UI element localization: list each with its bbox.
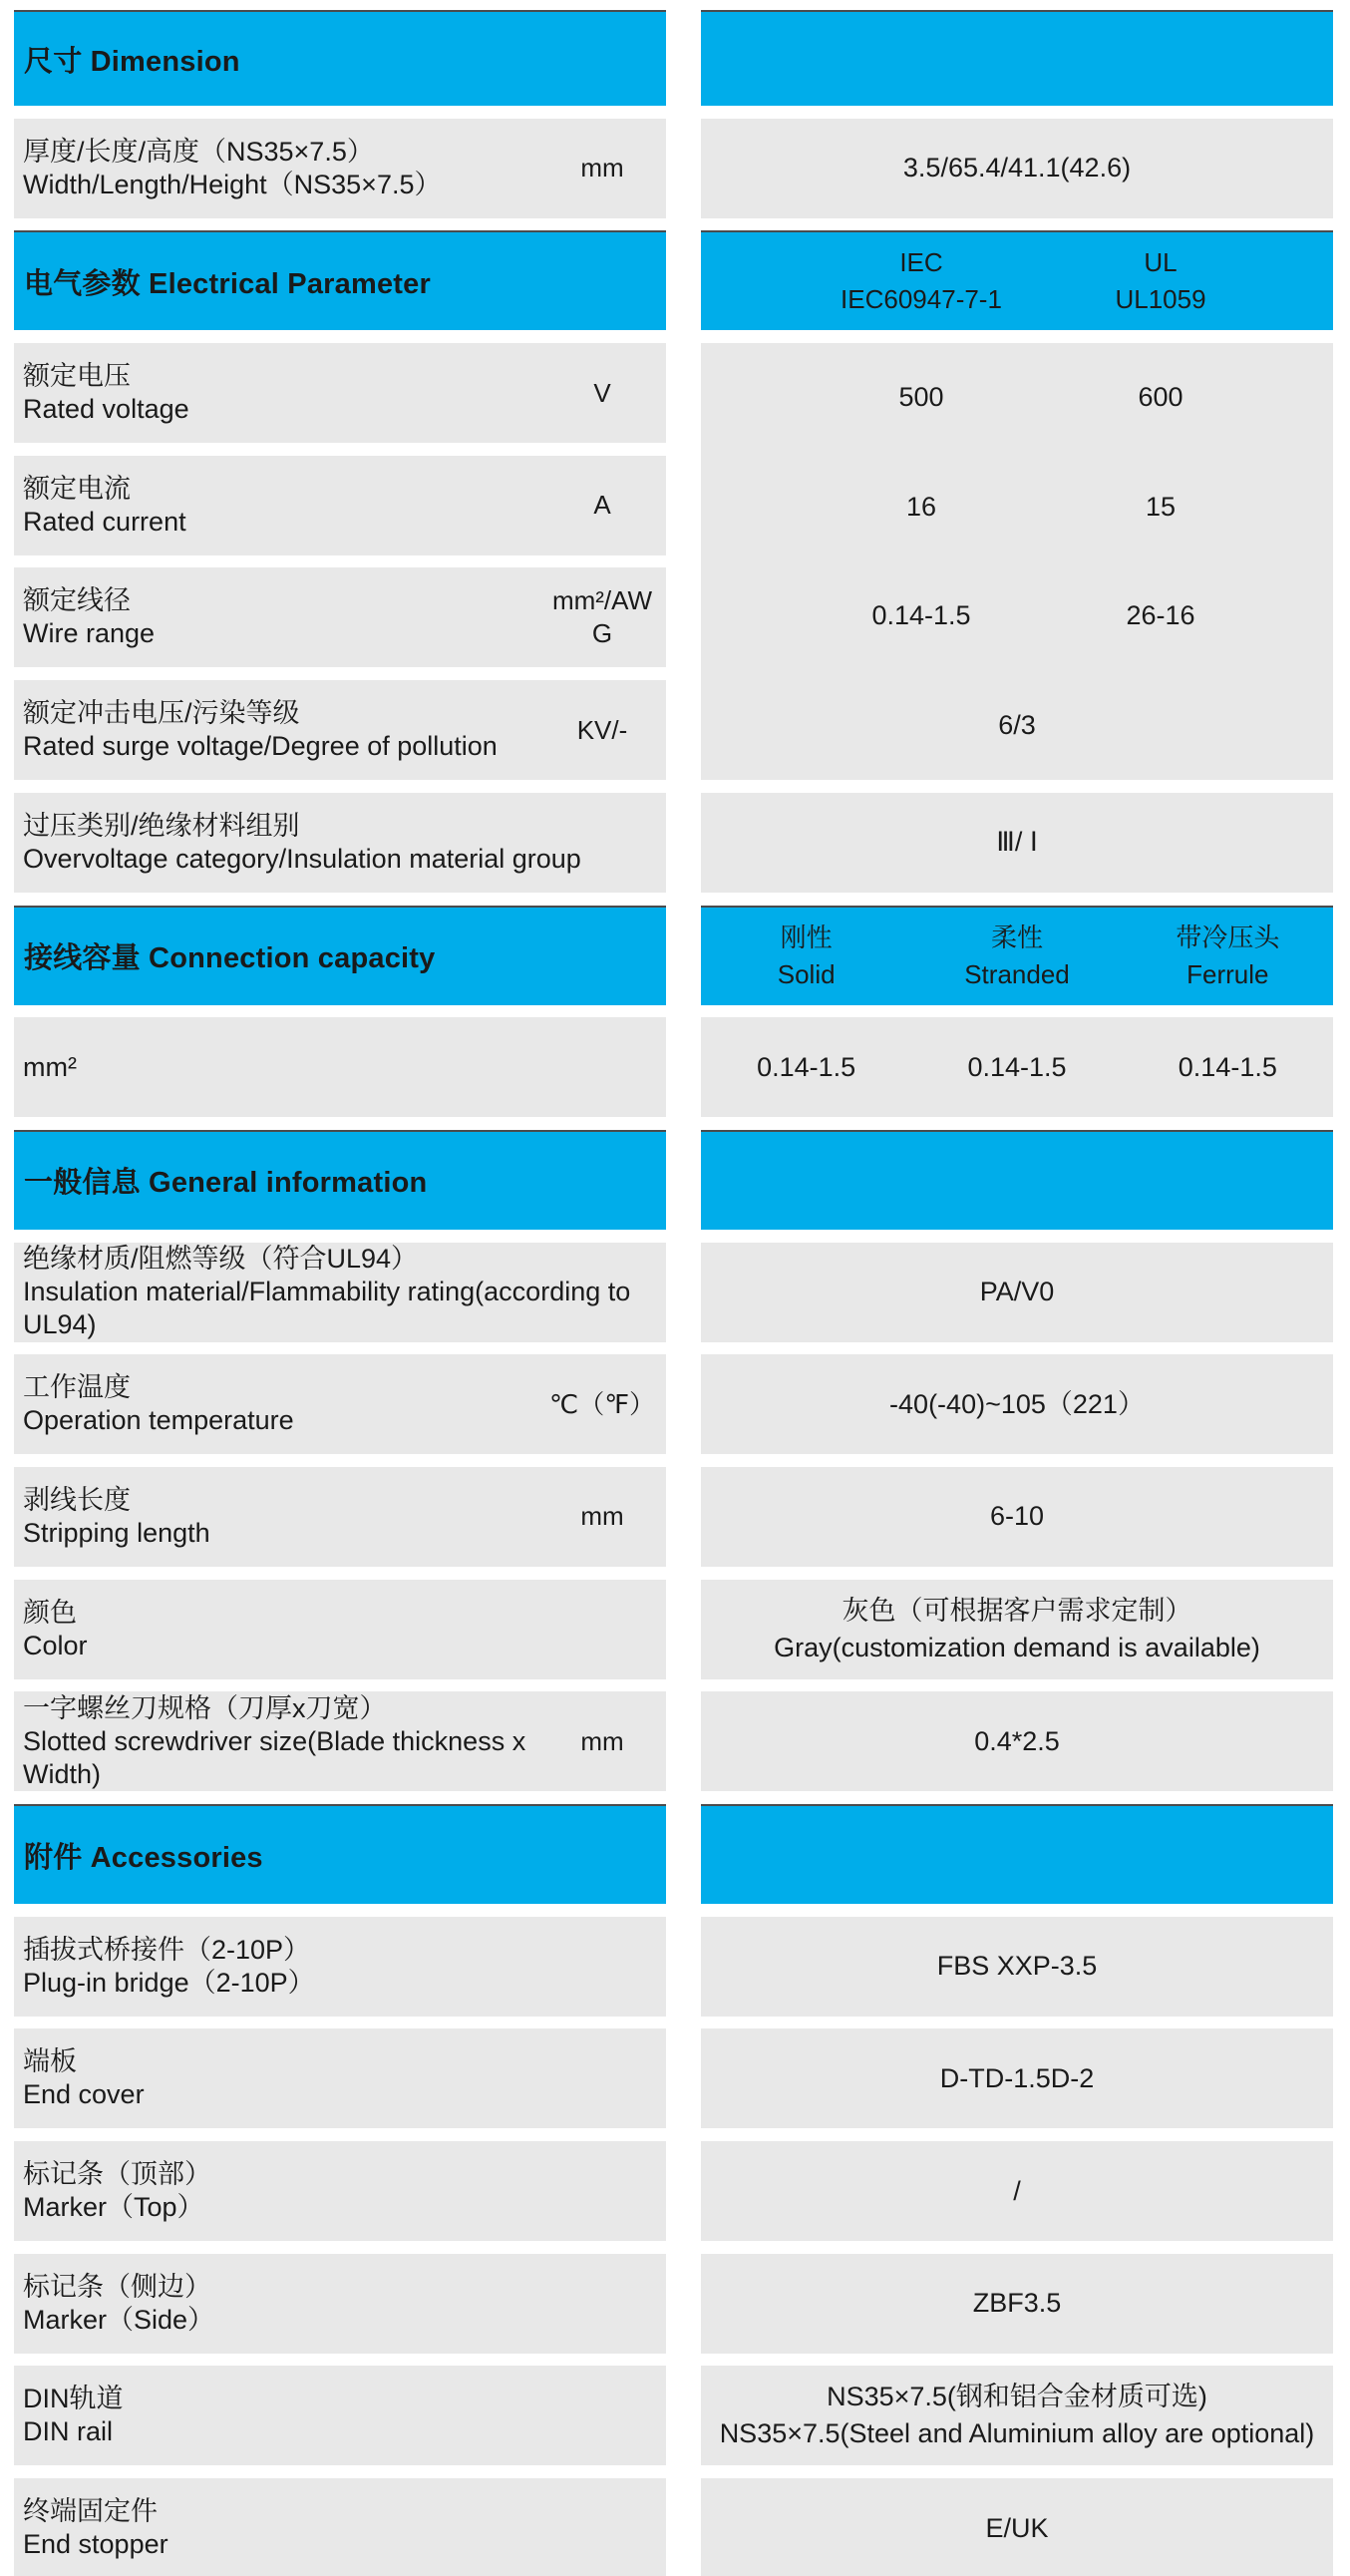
- param-cell: [14, 1917, 666, 2017]
- param-label-zh: 过压类别/绝缘材料组别: [23, 810, 300, 841]
- param-label: [23, 2158, 662, 2224]
- value-cell: [701, 1467, 1333, 1567]
- section-title: 附件 Accessories: [24, 1841, 263, 1874]
- section-header-connection: [14, 906, 666, 1005]
- param-label-zh: 端板: [23, 2046, 77, 2077]
- row-end-stopper: [14, 2478, 1333, 2576]
- section-connection-header-band: [14, 906, 1333, 1005]
- param-label-en: Plug-in bridge（2-10P）: [23, 1967, 315, 1998]
- row-din-rail: [14, 2366, 1333, 2465]
- column-head-ferrule-en: Ferrule: [1186, 958, 1269, 989]
- param-label-zh: 额定电流: [23, 473, 131, 504]
- param-label-en: Marker（Side）: [23, 2304, 215, 2335]
- unit-cell: mm: [580, 153, 624, 184]
- column-head-solid-en: Solid: [777, 958, 836, 989]
- param-cell: [14, 1243, 666, 1342]
- param-label-zh: 额定线径: [23, 585, 131, 616]
- value-ul: 15: [1145, 491, 1177, 522]
- values-rated-current: [701, 453, 1333, 562]
- row-marker-side: [14, 2254, 1333, 2354]
- row-overvoltage-group: [14, 793, 1333, 893]
- unit-cell: mm²/AWG: [551, 585, 653, 649]
- param-label-en: Slotted screwdriver size(Blade thickness x Width): [23, 1725, 526, 1789]
- param-label-en: End stopper: [23, 2529, 169, 2560]
- value-cell: [701, 1691, 1333, 1791]
- param-label: [23, 1051, 662, 1084]
- param-label-en: Width/Length/Height（NS35×7.5）: [23, 169, 442, 199]
- electrical-standard-columns: [701, 230, 1333, 330]
- unit-cell: V: [593, 377, 611, 408]
- value-text: PA/V0: [979, 1277, 1055, 1307]
- section-title: 电气参数 Electrical Parameter: [24, 267, 431, 300]
- value-text: 0.4*2.5: [974, 1725, 1060, 1756]
- row-plug-in-bridge: [14, 1917, 1333, 2017]
- value-ul: 26-16: [1126, 600, 1195, 631]
- value-text: ZBF3.5: [972, 2288, 1062, 2319]
- section-general-header-band: [14, 1130, 1333, 1230]
- row-wire-range: [14, 567, 666, 667]
- param-label: [23, 473, 542, 539]
- row-rated-current: [14, 456, 666, 555]
- row-screwdriver-size: [14, 1691, 1333, 1791]
- section-header-dimension: [14, 10, 666, 106]
- param-label: [23, 1484, 542, 1550]
- column-head-ferrule-zh: 带冷压头: [1176, 921, 1280, 952]
- param-label-zh: 额定冲击电压/污染等级: [23, 698, 300, 729]
- column-head-ul-line1: UL: [1144, 247, 1178, 278]
- param-label: [23, 2495, 662, 2561]
- param-label: [23, 360, 542, 426]
- param-label: [23, 2045, 662, 2111]
- param-label: [23, 697, 542, 763]
- column-head-iec: [802, 232, 1041, 330]
- param-label-zh: 一字螺丝刀规格（刀厚x刀宽）: [23, 1692, 387, 1723]
- value-cell: [701, 2478, 1333, 2576]
- param-label-zh: 标记条（顶部）: [23, 2159, 211, 2190]
- section-header-accessories-right-block: [701, 1804, 1333, 1904]
- value-cell: [701, 1580, 1333, 1679]
- value-cell: [701, 1354, 1333, 1454]
- value-cell: [701, 2366, 1333, 2465]
- row-color: [14, 1580, 1333, 1679]
- electrical-values-block: [701, 343, 1333, 780]
- param-label-en: Marker（Top）: [23, 2192, 204, 2223]
- param-label: [23, 2383, 662, 2448]
- row-stripping-length: [14, 1467, 1333, 1567]
- value-cell: [701, 2141, 1333, 2241]
- column-head-solid-zh: 刚性: [780, 921, 833, 952]
- value-cell: [701, 1917, 1333, 2017]
- param-label: [23, 810, 662, 876]
- column-head-ferrule: [1123, 908, 1333, 1005]
- param-label-zh: 颜色: [23, 1597, 77, 1628]
- row-end-cover: [14, 2028, 1333, 2128]
- column-head-ul: [1041, 232, 1280, 330]
- param-cell: [14, 1017, 666, 1117]
- param-label-en: Overvoltage category/Insulation material group: [23, 843, 581, 874]
- param-label: [23, 1934, 662, 2000]
- param-label: [23, 1243, 662, 1341]
- param-label: [23, 1371, 542, 1437]
- value-text: /: [1013, 2175, 1021, 2206]
- param-label-en: Rated voltage: [23, 394, 189, 425]
- param-label-unit: mm²: [23, 1051, 77, 1082]
- value-text: FBS XXP-3.5: [936, 1951, 1098, 1982]
- connection-type-columns: [701, 906, 1333, 1005]
- section-header-dimension-right-block: [701, 10, 1333, 106]
- section-header-general-right-block: [701, 1130, 1333, 1230]
- row-capacity-mm2: [14, 1017, 1333, 1117]
- column-head-stranded: [911, 908, 1122, 1005]
- param-cell: [14, 2478, 666, 2576]
- row-rated-voltage: [14, 343, 666, 443]
- column-head-iec-line1: IEC: [899, 247, 943, 278]
- param-label-zh: 工作温度: [23, 1372, 131, 1403]
- param-cell: [14, 2254, 666, 2354]
- param-cell: [14, 2366, 666, 2465]
- section-accessories-header-band: [14, 1804, 1333, 1904]
- value-text: 6/3: [998, 709, 1036, 740]
- value-iec: 0.14-1.5: [871, 600, 971, 631]
- param-label-en: End cover: [23, 2079, 145, 2110]
- param-label-en: Insulation material/Flammability rating(according to UL94): [23, 1277, 631, 1340]
- value-cell: [701, 1243, 1333, 1342]
- value-text: -40(-40)~105（221）: [889, 1388, 1145, 1419]
- value-text-zh: 灰色（可根据客户需求定制）: [842, 1595, 1192, 1626]
- value-iec: 16: [905, 491, 937, 522]
- section-title: 接线容量 Connection capacity: [24, 942, 436, 974]
- row-marker-top: [14, 2141, 1333, 2241]
- value-cell: [701, 2028, 1333, 2128]
- param-label-en: Rated surge voltage/Degree of pollution: [23, 731, 498, 762]
- value-text-zh: NS35×7.5(钢和铝合金材质可选): [827, 2382, 1207, 2412]
- param-cell: [14, 119, 666, 218]
- row-surge-pollution: [14, 680, 666, 780]
- value-cell: [701, 119, 1333, 218]
- value-surge-pollution: [701, 671, 1333, 781]
- param-label-zh: 终端固定件: [23, 2496, 158, 2527]
- section-header-general: [14, 1130, 666, 1230]
- param-cell: [14, 1691, 666, 1791]
- section-header-accessories: [14, 1804, 666, 1904]
- param-label: [23, 1597, 662, 1662]
- param-label-en: DIN rail: [23, 2416, 114, 2447]
- param-cell: [14, 2028, 666, 2128]
- param-label-en: Rated current: [23, 506, 186, 537]
- unit-cell: ℃（℉）: [549, 1388, 655, 1419]
- values-rated-voltage: [701, 343, 1333, 453]
- electrical-parameters-group: [14, 343, 1333, 780]
- param-label-zh: 标记条（侧边）: [23, 2271, 211, 2302]
- column-head-iec-line2: IEC60947-7-1: [841, 284, 1002, 315]
- value-stranded: 0.14-1.5: [967, 1051, 1067, 1082]
- value-text: 3.5/65.4/41.1(42.6): [902, 153, 1132, 184]
- param-label-zh: 插拔式桥接件（2-10P）: [23, 1934, 311, 1965]
- column-head-stranded-en: Stranded: [964, 958, 1070, 989]
- row-operation-temperature: [14, 1354, 1333, 1454]
- param-label-zh: DIN轨道: [23, 2384, 124, 2414]
- param-cell: [14, 1580, 666, 1679]
- param-label-en: Stripping length: [23, 1517, 210, 1548]
- value-text-en: Gray(customization demand is available): [774, 1632, 1260, 1662]
- value-solid: 0.14-1.5: [757, 1051, 856, 1082]
- param-label: [23, 2271, 662, 2337]
- value-iec: 500: [898, 382, 944, 413]
- row-insulation-material: [14, 1243, 1333, 1342]
- param-label: [23, 584, 542, 650]
- value-ul: 600: [1138, 382, 1183, 413]
- unit-cell: mm: [580, 1501, 624, 1532]
- param-cell: [14, 793, 666, 893]
- value-text-en: NS35×7.5(Steel and Aluminium alloy are optional): [719, 2418, 1315, 2449]
- capacity-values: [701, 1017, 1333, 1117]
- unit-cell: KV/-: [576, 714, 628, 745]
- unit-cell: A: [593, 490, 611, 521]
- param-label-en: Color: [23, 1630, 88, 1660]
- row-dimension-whl: [14, 119, 1333, 218]
- section-electrical-header-band: [14, 230, 1333, 330]
- value-text: D-TD-1.5D-2: [939, 2062, 1095, 2093]
- param-label-zh: 厚度/长度/高度（NS35×7.5）: [23, 136, 374, 167]
- param-label-zh: 额定电压: [23, 361, 131, 392]
- value-ferrule: 0.14-1.5: [1178, 1051, 1277, 1082]
- param-label-en: Operation temperature: [23, 1405, 294, 1436]
- param-cell: [14, 2141, 666, 2241]
- section-title: 一般信息 General information: [24, 1167, 428, 1200]
- electrical-left-stack: [14, 343, 666, 780]
- param-label: [23, 1692, 542, 1791]
- value-cell: [701, 2254, 1333, 2354]
- section-dimension-header-band: [14, 10, 1333, 106]
- value-cell: [701, 793, 1333, 893]
- column-head-solid: [701, 908, 911, 1005]
- value-text: Ⅲ/ Ⅰ: [996, 827, 1038, 858]
- unit-cell: mm: [580, 1725, 624, 1756]
- value-text: 6-10: [989, 1501, 1045, 1532]
- value-text: E/UK: [985, 2512, 1049, 2543]
- param-label: [23, 136, 542, 201]
- section-title: 尺寸 Dimension: [24, 45, 240, 78]
- values-wire-range: [701, 561, 1333, 671]
- param-label-en: Wire range: [23, 618, 156, 649]
- param-cell: [14, 1354, 666, 1454]
- param-label-zh: 绝缘材质/阻燃等级（符合UL94）: [23, 1244, 419, 1275]
- column-head-stranded-zh: 柔性: [990, 921, 1043, 952]
- column-head-ul-line2: UL1059: [1115, 284, 1206, 315]
- param-cell: [14, 1467, 666, 1567]
- param-label-zh: 剥线长度: [23, 1484, 131, 1515]
- section-header-electrical: [14, 230, 666, 330]
